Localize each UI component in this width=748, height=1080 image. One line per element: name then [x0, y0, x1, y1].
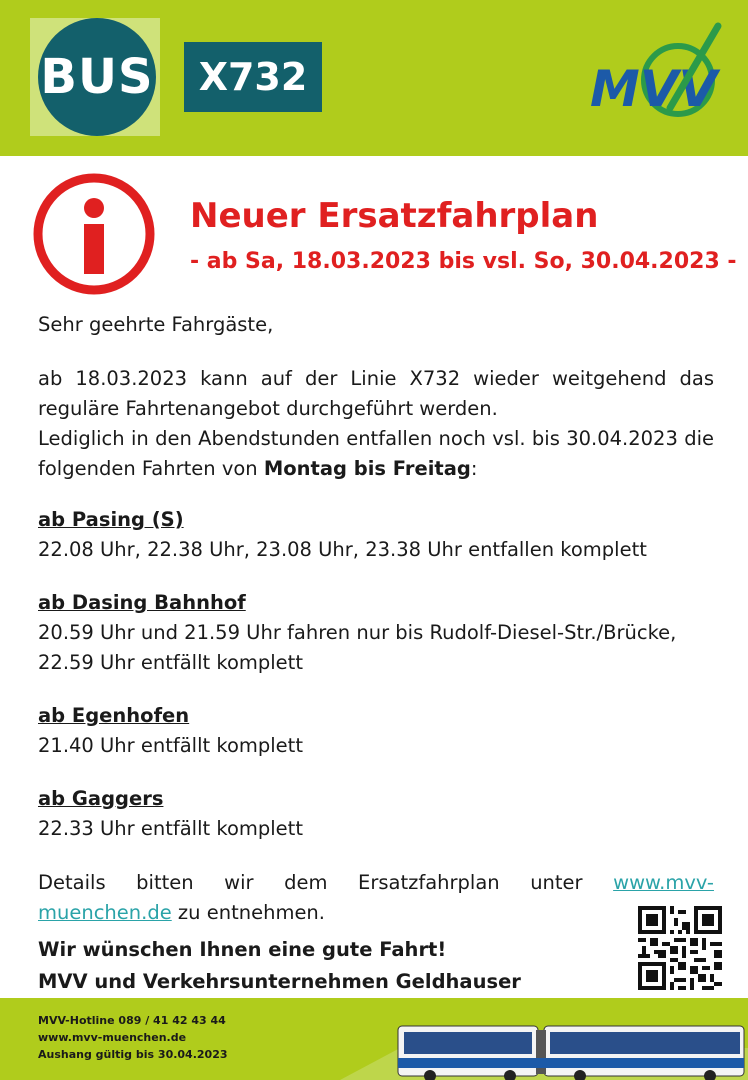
section-egenhofen — [38, 701, 714, 761]
closing — [38, 934, 521, 998]
section-title: ab Gaggers — [38, 787, 164, 810]
closing-line2: MVV und Verkehrsunternehmen Geldhauser — [38, 970, 521, 993]
details-word: Ersatzfahrplan — [358, 871, 500, 894]
qr-code-icon[interactable] — [638, 906, 722, 990]
details-word: bitten — [136, 871, 194, 894]
section-title: ab Egenhofen — [38, 704, 190, 727]
section-text: 22.08 Uhr, 22.38 Uhr, 23.08 Uhr, 23.38 Uhr entfallen komplett — [38, 538, 647, 561]
bus-badge: BUS — [38, 18, 156, 136]
footer-valid: Aushang gültig bis 30.04.2023 — [38, 1048, 228, 1061]
intro-line2-prefix: Lediglich in den Abendstunden entfallen noch vsl. bis 30.04.2023 die folgenden Fahrten von — [38, 427, 714, 480]
section-title: ab Pasing (S) — [38, 508, 184, 531]
section-text: 20.59 Uhr und 21.59 Uhr fahren nur bis Rudolf-Diesel-Str./Brücke, — [38, 621, 677, 644]
section-text-2: 22.59 Uhr entfällt komplett — [38, 651, 303, 674]
section-pasing — [38, 505, 714, 565]
details-word: unter — [530, 871, 583, 894]
details-word: dem — [284, 871, 328, 894]
mvv-logo-text: MVV — [590, 60, 718, 118]
website-link-cont[interactable]: muenchen.de — [38, 901, 172, 924]
intro-line2-suffix: : — [470, 457, 478, 480]
mvv-logo-icon — [586, 20, 726, 120]
details-line2 — [38, 898, 714, 928]
footer-hotline: MVV-Hotline 089 / 41 42 43 44 — [38, 1014, 226, 1027]
section-dasing — [38, 588, 714, 678]
line-number: X732 — [184, 42, 322, 112]
footer-info — [38, 1012, 228, 1063]
details-word: wir — [224, 871, 254, 894]
notice-subtitle: - ab Sa, 18.03.2023 bis vsl. So, 30.04.2023 - — [190, 249, 737, 274]
section-gaggers — [38, 784, 714, 844]
intro-line1: ab 18.03.2023 kann auf der Linie X732 wieder weitgehend das reguläre Fahrtenangebot durchgeführt werden. — [38, 367, 714, 420]
section-text: 22.33 Uhr entfällt komplett — [38, 817, 303, 840]
footer-website: www.mvv-muenchen.de — [38, 1031, 187, 1044]
details-paragraph — [38, 868, 714, 928]
section-text: 21.40 Uhr entfällt komplett — [38, 734, 303, 757]
bus-illustration-icon — [340, 1018, 748, 1080]
section-title: ab Dasing Bahnhof — [38, 591, 246, 614]
notice-title: Neuer Ersatzfahrplan — [190, 196, 599, 236]
greeting: Sehr geehrte Fahrgäste, — [38, 313, 274, 336]
details-line1 — [38, 868, 714, 898]
website-link[interactable]: www.mvv- — [613, 871, 714, 894]
intro-paragraph — [38, 364, 714, 484]
intro-line2-bold: Montag bis Freitag — [263, 457, 471, 480]
details-word: Details — [38, 871, 106, 894]
details-suffix: zu entnehmen. — [171, 901, 325, 924]
closing-line1: Wir wünschen Ihnen eine gute Fahrt! — [38, 938, 447, 961]
info-icon — [32, 172, 156, 296]
